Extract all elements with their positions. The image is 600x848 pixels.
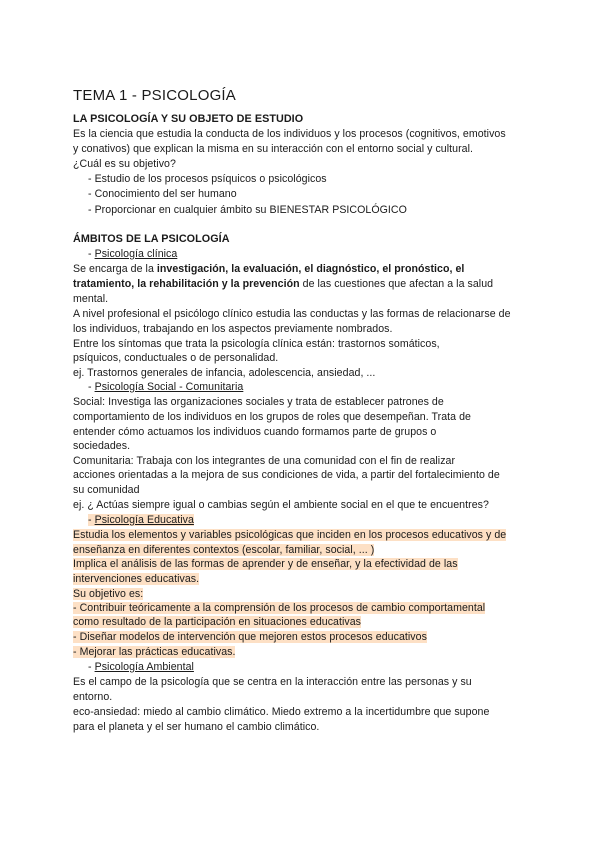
educativa-line <box>73 528 506 542</box>
ambiental-line: para el planeta y el ser humano el cambio climático. <box>73 721 320 733</box>
page-title: TEMA 1 - PSICOLOGÍA <box>73 87 237 104</box>
subsection-clinica <box>88 247 177 261</box>
objective-question: ¿Cuál es su objetivo? <box>73 158 176 170</box>
bold-text: prevención <box>242 278 300 290</box>
educativa-line <box>73 630 427 644</box>
definition-line: y conativos) que explican la misma en su interacción con el entorno social y cultural. <box>73 143 473 155</box>
section-heading-objeto: LA PSICOLOGÍA Y SU OBJETO DE ESTUDIO <box>73 113 304 125</box>
bold-text: y la <box>218 278 243 290</box>
subsection-label: Psicología Social - Comunitaria <box>94 381 244 393</box>
highlighted-text: - Mejorar las prácticas educativas. <box>73 646 236 658</box>
ambiental-line: Es el campo de la psicología que se centra en la interacción entre las personas y su <box>73 676 472 688</box>
subsection-ambiental <box>88 660 194 674</box>
highlighted-label <box>88 514 194 526</box>
social-line: Comunitaria: Trabaja con los integrantes de una comunidad con el fin de realizar <box>73 455 456 467</box>
clinica-line: ej. Trastornos generales de infancia, adolescencia, ansiedad, ... <box>73 367 376 379</box>
subsection-social <box>88 380 243 394</box>
bold-text: rehabilitación <box>149 278 219 290</box>
objective-item: - Conocimiento del ser humano <box>88 188 237 200</box>
clinica-line <box>73 262 464 276</box>
objective-item: - Proporcionar en cualquier ámbito su BIENESTAR PSICOLÓGICO <box>88 204 407 216</box>
objective-item: - Estudio de los procesos psíquicos o psicológicos <box>88 173 327 185</box>
highlighted-text: Implica el análisis de las formas de aprender y de enseñar, y la efectividad de las <box>73 558 458 570</box>
subsection-label: Psicología clínica <box>94 248 178 260</box>
social-line: comportamiento de los individuos en los grupos de roles que desempeñan. Trata de <box>73 411 471 423</box>
bold-text: tratamiento <box>73 278 132 290</box>
bold-text: , la <box>131 278 150 290</box>
educativa-line <box>73 543 374 557</box>
highlighted-text: - Contribuir teóricamente a la comprensión de los procesos de cambio comportamental <box>73 602 486 614</box>
ambiental-line: entorno. <box>73 691 113 703</box>
bold-text: investigación, la evaluación, el diagnóstico, el pronóstico, el <box>156 263 465 275</box>
bullet-dash: - <box>88 381 95 393</box>
clinica-line: A nivel profesional el psicólogo clínico estudia las conductas y las formas de relacionarse de <box>73 308 511 320</box>
highlighted-text: como resultado de la participación en situaciones educativas <box>73 616 362 628</box>
social-line: acciones orientadas a la mejora de sus condiciones de vida, a partir del fortalecimiento de <box>73 469 500 481</box>
bullet-dash: - <box>88 661 95 673</box>
social-line: ej. ¿ Actúas siempre igual o cambias según el ambiente social en el que te encuentres? <box>73 499 489 511</box>
clinica-line: los individuos, trabajando en los aspectos previamente nombrados. <box>73 323 393 335</box>
subsection-label: Psicología Ambiental <box>94 661 194 673</box>
clinica-line: mental. <box>73 293 109 305</box>
clinica-line: psíquicos, conductuales o de personalidad. <box>73 352 279 364</box>
social-line: entender cómo actuamos los individuos cuando formamos parte de grupos o <box>73 426 437 438</box>
highlighted-text: - Diseñar modelos de intervención que mejoren estos procesos educativos <box>73 631 427 643</box>
bullet-dash: - <box>88 248 95 260</box>
highlighted-text: intervenciones educativas. <box>73 573 200 585</box>
educativa-line <box>73 572 199 586</box>
section-heading-ambitos: ÁMBITOS DE LA PSICOLOGÍA <box>73 233 230 245</box>
clinica-line <box>73 277 493 291</box>
social-line: Social: Investiga las organizaciones sociales y trata de establecer patrones de <box>73 396 444 408</box>
ambiental-line: eco-ansiedad: miedo al cambio climático. Miedo extremo a la incertidumbre que supone <box>73 706 490 718</box>
definition-line: Es la ciencia que estudia la conducta de los individuos y los procesos (cognitivos, emotivos <box>73 128 506 140</box>
subsection-educativa <box>88 513 194 527</box>
text: de las cuestiones que afectan a la salud <box>299 278 494 290</box>
highlighted-text: enseñanza en diferentes contextos (escolar, familiar, social, ... ) <box>73 544 375 556</box>
educativa-line <box>73 615 361 629</box>
text: Se encarga de la <box>73 263 157 275</box>
educativa-line <box>73 645 235 659</box>
subsection-label: Psicología Educativa <box>94 514 194 526</box>
highlighted-text: Estudia los elementos y variables psicológicas que inciden en los procesos educativos y de <box>73 529 507 541</box>
highlighted-text: Su objetivo es: <box>73 588 144 600</box>
educativa-line <box>73 557 458 571</box>
social-line: sociedades. <box>73 440 131 452</box>
bullet-dash: - <box>88 514 95 526</box>
educativa-line <box>73 587 143 601</box>
social-line: su comunidad <box>73 484 140 496</box>
educativa-line <box>73 601 485 615</box>
clinica-line: Entre los síntomas que trata la psicología clínica están: trastornos somáticos, <box>73 338 440 350</box>
